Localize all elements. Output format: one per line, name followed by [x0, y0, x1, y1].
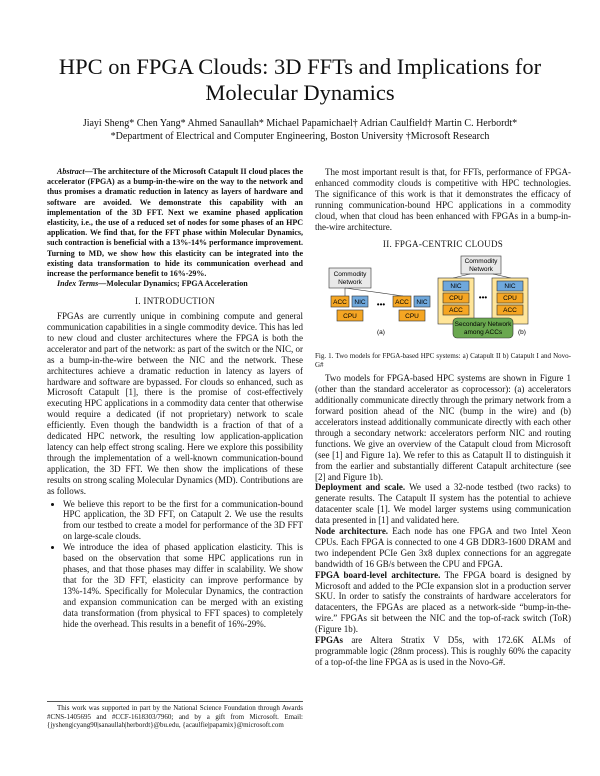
- board-label: FPGA board-level architecture.: [315, 569, 441, 580]
- figure-1: [315, 254, 571, 350]
- figure-label-a: (a): [377, 329, 385, 337]
- index-terms: [47, 279, 303, 289]
- node-paragraph: [315, 526, 571, 570]
- fpgas-paragraph: [315, 635, 571, 668]
- commodity-network-a-label2: Network: [338, 279, 362, 287]
- board-text: The FPGA board is designed by Microsoft and added to the PCIe expansion slot in a production server SKU. In order to satisfy the constraints of hardware accelerators for datacenters, the FPGAs are placed as a network-side “bump-in-the-wire.” FPGAs sit between the NIC and the top-of-rack switch (ToR) (Figure 1b).: [315, 569, 571, 635]
- left-column: [47, 167, 303, 629]
- deployment-paragraph: [315, 482, 571, 526]
- link-line: [453, 274, 470, 278]
- contribution-item-1: • We believe this report to be the first for a communication-bound HPC application, the 3D FFT, on Catapult 2. We use the results from our testbed to create a model for performance of the 3D FFT on large-scale clouds.: [63, 499, 303, 543]
- contribution-list: [47, 499, 303, 630]
- commodity-network-b-label: Commodity: [464, 258, 498, 266]
- fpgas-label: FPGAs: [315, 635, 343, 646]
- abstract-text: —The architecture of the Microsoft Catapult II cloud places the accelerator (FPGA) as a bump-in-the-wire on the way to the network and thus promises a dramatic reduction in latency as layers of hardware and software are avoided. We demonstrate this capability with an implementation of the 3D FFT. Next we examine phased application elasticity, i.e., the use of a reduced set of nodes for some phases of an HPC application. We find that, for the FFT phase within Molecular Dynamics, such contraction is beneficial with a 13%-14% performance improvement. Turning to MD, we show how this elasticity can be integrated into the existing data transformation to hide its communication overhead and increase the performance benefit to 16%-29%.: [47, 167, 303, 279]
- models-paragraph: Two models for FPGA-based HPC systems are shown in Figure 1 (other than the standard accelerator as coprocessor): (a) accelerators additionally communicate directly through the primary network from a forward position ahead of the NIC (bump in the wire) and (b) accelerators instead additionally communicate directly with each other through a secondary network: accelerators perform NIC and routing functions. We give an overview of the Catapult cloud from Microsoft (see [1] and Figure 1a). We refer to this as Catapult II to distinguish it from the earlier and substantially different Catapult architecture (see [2] and Figure 1b).: [315, 373, 571, 482]
- nic-label: NIC: [504, 283, 516, 291]
- contribution-item-2: • We introduce the idea of phased application elasticity. This is based on the observation that some HPC applications run in phases, and that those phases may differ in scalability. We show that for the 3D FFT, elasticity can improve performance by 13%-14%. Specifically for Molecular Dynamics, the contraction and expansion communication can be merged with an existing data transformation (from physical to FFT spaces) to completely hide the overhead. This results in a benefit of 16%-29%.: [63, 542, 303, 629]
- cpu-label: CPU: [503, 295, 517, 303]
- cpu-label: CPU: [343, 313, 357, 321]
- right-column: [315, 167, 571, 668]
- ellipsis-a: •••: [376, 300, 386, 310]
- intro-paragraph: FPGAs are currently unique in combining compute and general communication capabilities in a single commodity device. This has led to new cloud and cluster architectures where the FPGA is both the accelerator and part of the network: as part of the switch or the NIC, or as a bump-in-the-wire between the NIC and the network. These architectures achieve a dramatic reduction in latency as layers of hardware and software are bypassed. For clouds so enhanced, such as Microsoft Catapult [1], there is the promise of cost-effectively executing HPC applications in a commodity data center that otherwise would require a dedicated (if not proprietary) network to scale efficiently. Even though the bandwidth is a fraction of that of a dedicated HPC network, the resulting low application-application latency can help effect strong scaling. Here we explore this possibility through the implementation of a well-known communication-bound application, the 3D FFT. We then show the implications of these results on strong scaling Molecular Dynamics (MD). Contributions are as follows.: [47, 311, 303, 496]
- abstract: [47, 167, 303, 279]
- commodity-network-a-label: Commodity: [333, 271, 367, 279]
- footnote: This work was supported in part by the National Science Foundation through Awards #CNS-1405695 and #CCF-1618303/7960; and by a gift from Microsoft. Email: {jysheng|cyang90|sanaullah|herbordt}@bu.edu, {acaulfie|papamix}@microsoft.com: [47, 701, 303, 730]
- cpu-label: CPU: [449, 295, 463, 303]
- figure-1-diagram: [315, 254, 571, 350]
- ellipsis-b: •••: [478, 293, 488, 303]
- figure-label-b: (b): [518, 329, 526, 337]
- cpu-label: CPU: [405, 313, 419, 321]
- node-label: Node architecture.: [315, 526, 389, 537]
- acc-label: ACC: [503, 307, 517, 315]
- deployment-label: Deployment and scale.: [315, 482, 406, 493]
- abstract-label: Abstract: [57, 167, 85, 176]
- link-line: [345, 288, 403, 296]
- node-text: Each node has one FPGA and two Intel Xeon CPUs. Each FPGA is connected to one 4 GB DDR3-1600 DRAM and two independent PCIe Gen 3x8 duplex connections for an aggregate bandwidth of 16 GB/s between the CPU and FPGA.: [315, 526, 571, 569]
- section-heading-introduction: I. INTRODUCTION: [135, 296, 215, 307]
- link-line: [493, 274, 511, 278]
- nic-label: NIC: [450, 283, 462, 291]
- acc-label: ACC: [449, 307, 463, 315]
- acc-label: ACC: [395, 299, 409, 307]
- author-block: [20, 117, 580, 143]
- authors-line: Jiayi Sheng* Chen Yang* Ahmed Sanaullah* Michael Papamichael† Adrian Caulfield† Martin C. Herbordt*: [82, 118, 518, 129]
- affiliations-line: *Department of Electrical and Computer Engineering, Boston University †Microsoft Research: [110, 131, 490, 142]
- section-heading-fpga-centric-clouds: II. FPGA-CENTRIC CLOUDS: [382, 239, 504, 250]
- board-paragraph: [315, 570, 571, 635]
- deployment-text: We used a 32-node testbed (two racks) to generate results. The Catapult II system has the potential to achieve datacenter scale [1]. We model larger systems using communication data presented in [1] and validated here.: [315, 482, 571, 526]
- secondary-network-label: Secondary Network: [454, 321, 512, 329]
- secondary-network-label2: among ACCs: [463, 329, 503, 337]
- paper-title: HPC on FPGA Clouds: 3D FFTs and Implications for Molecular Dynamics: [58, 54, 542, 105]
- index-terms-text: —Molecular Dynamics; FPGA Acceleration: [98, 279, 248, 289]
- nic-label: NIC: [416, 299, 428, 307]
- nic-label: NIC: [354, 299, 366, 307]
- acc-label: ACC: [333, 299, 347, 307]
- index-terms-label: Index Terms: [57, 279, 99, 289]
- result-paragraph: The most important result is that, for FFTs, performance of FPGA-enhanced commodity clouds is competitive with HPC technologies. The significance of this work is that it demonstrates the efficacy of running communication-bound HPC applications in a commodity cloud, when that cloud has been enhanced with FPGAs in a bump-in-the-wire architecture.: [315, 167, 571, 232]
- commodity-network-b-label2: Network: [469, 266, 493, 274]
- figure-caption: Fig. 1. Two models for FPGA-based HPC systems: a) Catapult II b) Catapult I and Novo-G#: [315, 352, 571, 369]
- fpgas-text: are Altera Stratix V D5s, with 172.6K ALMs of programmable logic (28nm process). This is roughly 60% the capacity of a top-of-the line FPGA as is used in the Novo-G#.: [315, 635, 571, 667]
